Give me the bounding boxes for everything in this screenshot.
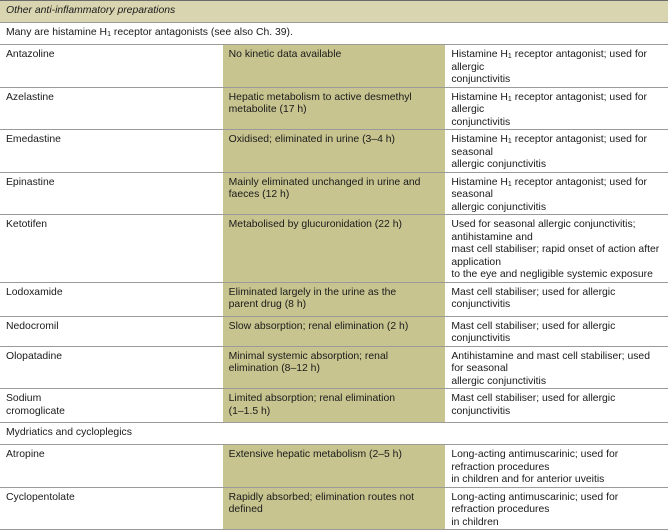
table-row — [0, 487, 668, 530]
pharmacokinetics-cell — [223, 346, 446, 389]
drug-name-line: Emedastine — [6, 134, 61, 145]
clinical-use-line: allergic conjunctivitis — [451, 201, 547, 213]
drug-name-line: cromoglicate — [6, 405, 65, 417]
clinical-use-cell — [445, 215, 668, 283]
clinical-use-line — [451, 92, 662, 117]
drug-name-cell — [0, 346, 223, 389]
pharmacokinetics-line: parent drug (8 h) — [228, 299, 307, 310]
clinical-use-line: conjunctivitis — [451, 74, 511, 85]
section-note-pre: Many are histamine H — [6, 27, 108, 38]
drug-name-line: Epinastine — [6, 176, 55, 188]
pharmacokinetics-cell — [223, 45, 446, 88]
clinical-use-cell — [445, 346, 668, 389]
pharmacokinetics-cell — [223, 130, 446, 173]
pharmacokinetics-line: defined — [228, 504, 263, 515]
pharmacokinetics-cell — [223, 282, 446, 316]
drug-name-cell — [0, 45, 223, 88]
drug-name-line: Olopatadine — [6, 350, 63, 362]
drug-table-body — [0, 1, 668, 530]
pharmacokinetics-line: Minimal systemic absorption; renal — [228, 350, 389, 362]
clinical-use-subscript: 1 — [507, 95, 512, 103]
clinical-use-line: Long-acting antimuscarinic; used for refraction procedures — [451, 491, 619, 515]
pharmacokinetics-line: Eliminated largely in the urine as the — [228, 286, 397, 298]
pharmacokinetics-cell — [223, 389, 446, 423]
clinical-use-cell — [445, 172, 668, 215]
section-note-row — [0, 23, 668, 45]
drug-name-cell — [0, 215, 223, 283]
drug-name-cell — [0, 316, 223, 346]
pharmacokinetics-cell — [223, 172, 446, 215]
drug-name-line: Antazoline — [6, 49, 55, 60]
section-sub-row — [0, 423, 668, 445]
pharmacokinetics-line: Extensive hepatic metabolism (2–5 h) — [228, 449, 402, 460]
clinical-use-subscript: 1 — [507, 138, 512, 145]
drug-name-cell — [0, 87, 223, 130]
clinical-use-subscript: 1 — [507, 180, 512, 188]
pharmacokinetics-cell — [223, 316, 446, 346]
clinical-use-line: Antihistamine and mast cell stabiliser; used for seasonal — [451, 350, 650, 374]
pharmacokinetics-cell — [223, 487, 446, 530]
clinical-use-line — [451, 49, 662, 74]
clinical-use-text: Histamine H — [451, 91, 508, 103]
drug-name-cell — [0, 282, 223, 316]
pharmacokinetics-line: faeces (12 h) — [228, 189, 290, 200]
pharmacokinetics-line: Metabolised by glucuronidation (22 h) — [228, 219, 402, 230]
pharmacokinetics-line: Hepatic metabolism to active desmethyl — [228, 91, 412, 103]
table-row — [0, 87, 668, 130]
section-note-post: receptor antagonists (see also Ch. 39). — [110, 27, 293, 38]
clinical-use-line: Mast cell stabiliser; used for allergic conjunctivitis — [451, 286, 616, 310]
clinical-use-text: receptor antagonist; used for allergic — [451, 91, 647, 115]
drug-name-cell — [0, 172, 223, 215]
table-row — [0, 130, 668, 173]
pharmacokinetics-line: Mainly eliminated unchanged in urine and — [228, 176, 421, 188]
pharmacokinetics-line: No kinetic data available — [228, 49, 342, 60]
pharmacokinetics-line: Limited absorption; renal elimination — [228, 393, 395, 404]
drug-name-cell — [0, 130, 223, 173]
clinical-use-cell — [445, 316, 668, 346]
clinical-use-cell — [445, 130, 668, 173]
table-row — [0, 346, 668, 389]
clinical-use-text: Histamine H — [451, 134, 508, 145]
clinical-use-cell — [445, 87, 668, 130]
pharmacokinetics-cell — [223, 445, 446, 488]
clinical-use-line: in children — [451, 516, 499, 528]
section-subheading: Mydriatics and cycloplegics — [0, 423, 668, 445]
drug-name-line: Nedocromil — [6, 320, 59, 332]
drug-name-cell — [0, 487, 223, 530]
table-row — [0, 316, 668, 346]
clinical-use-line: mast cell stabiliser; rapid onset of action after application — [451, 244, 660, 268]
clinical-use-line: in children and for anterior uveitis — [451, 474, 605, 485]
clinical-use-line: Mast cell stabiliser; used for allergic conjunctivitis — [451, 393, 616, 417]
clinical-use-line: allergic conjunctivitis — [451, 375, 547, 387]
section-title: Other anti-inflammatory preparations — [0, 1, 668, 23]
clinical-use-cell — [445, 389, 668, 423]
pharmacokinetics-line: Rapidly absorbed; elimination routes not — [228, 491, 415, 503]
clinical-use-line: to the eye and negligible systemic exposure — [451, 269, 653, 280]
clinical-use-line — [451, 177, 662, 202]
table-row — [0, 215, 668, 283]
clinical-use-line: allergic conjunctivitis — [451, 159, 547, 170]
clinical-use-line: conjunctivitis — [451, 116, 511, 128]
clinical-use-text: Histamine H — [451, 176, 508, 188]
clinical-use-line: Used for seasonal allergic conjunctivitis; antihistamine and — [451, 219, 636, 243]
clinical-use-subscript: 1 — [507, 53, 512, 60]
table-row — [0, 45, 668, 88]
drug-name-line: Azelastine — [6, 91, 54, 103]
clinical-use-cell — [445, 487, 668, 530]
clinical-use-text: Histamine H — [451, 49, 508, 60]
clinical-use-cell — [445, 282, 668, 316]
drug-name-line: Atropine — [6, 449, 45, 460]
table-row — [0, 389, 668, 423]
clinical-use-cell — [445, 445, 668, 488]
clinical-use-text: receptor antagonist; used for allergic — [451, 49, 647, 73]
section-title-row — [0, 1, 668, 23]
pharmacokinetics-cell — [223, 215, 446, 283]
drug-name-line: Ketotifen — [6, 219, 48, 230]
table-row — [0, 282, 668, 316]
clinical-use-text: receptor antagonist; used for seasonal — [451, 176, 647, 200]
table-row — [0, 172, 668, 215]
clinical-use-line: Mast cell stabiliser; used for allergic conjunctivitis — [451, 320, 616, 344]
clinical-use-cell — [445, 45, 668, 88]
drug-name-line: Sodium — [6, 393, 42, 404]
pharmacokinetics-cell — [223, 87, 446, 130]
drug-name-line: Cyclopentolate — [6, 491, 75, 503]
pharmacokinetics-line: Slow absorption; renal elimination (2 h) — [228, 320, 409, 332]
drug-name-cell — [0, 389, 223, 423]
section-note-sub: 1 — [107, 31, 111, 38]
drug-name-line: Lodoxamide — [6, 286, 63, 298]
pharmacokinetics-line: (1–1.5 h) — [228, 405, 271, 417]
section-note — [0, 23, 668, 45]
table-row — [0, 445, 668, 488]
pharmacokinetics-line: metabolite (17 h) — [228, 104, 307, 115]
clinical-use-line: Long-acting antimuscarinic; used for refraction procedures — [451, 449, 619, 473]
pharmacokinetics-line: Oxidised; eliminated in urine (3–4 h) — [228, 134, 395, 145]
clinical-use-text: receptor antagonist; used for seasonal — [451, 134, 647, 158]
pharmacokinetics-line: elimination (8–12 h) — [228, 363, 320, 374]
drug-name-cell — [0, 445, 223, 488]
clinical-use-line — [451, 134, 662, 159]
